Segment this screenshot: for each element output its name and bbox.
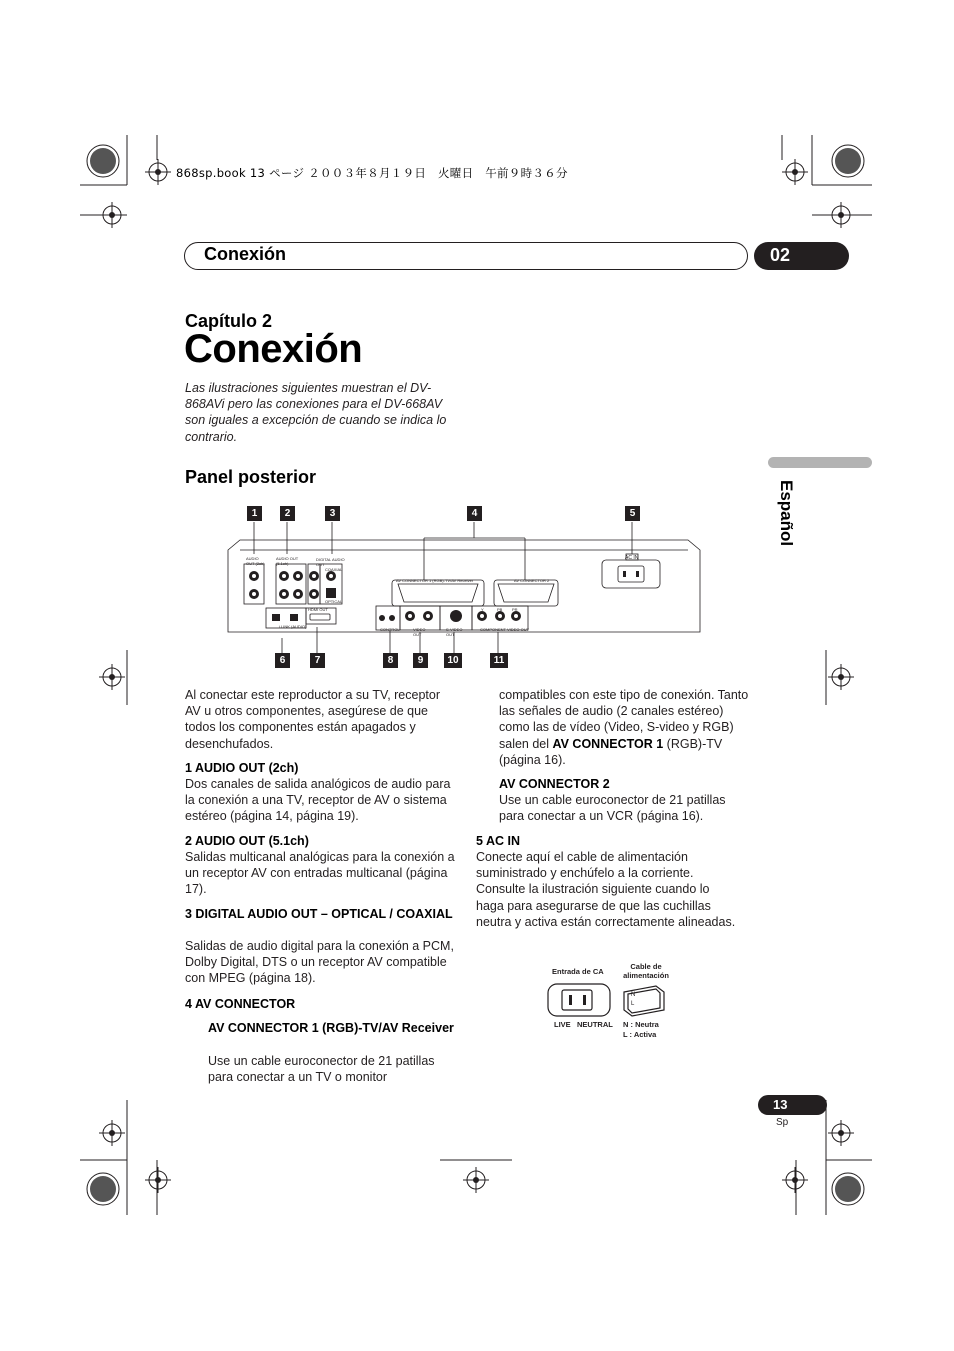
panel-label-coaxial: COAXIAL	[325, 567, 343, 572]
plug-l-label: L	[631, 1001, 635, 1007]
item3-heading: 3 DIGITAL AUDIO OUT – OPTICAL / COAXIAL	[185, 907, 453, 921]
rear-panel-diagram	[220, 520, 720, 660]
panel-label-control: CONTROL	[380, 627, 400, 632]
panel-label-audio-out-2ch: AUDIO OUT (2ch)	[246, 556, 265, 566]
av2-body: Use un cable euroconector de 21 patillas para conectar a un VCR (página 16).	[499, 793, 726, 824]
panel-label-hdmi-out: HDMI OUT	[308, 607, 328, 612]
chapter-pill	[754, 242, 849, 270]
callout-1: 1	[247, 506, 262, 521]
callout-9: 9	[413, 653, 428, 668]
panel-label-optical: OPTICAL	[325, 599, 343, 604]
item4-sub-body: Use un cable euroconector de 21 patillas para conectar a un TV o monitor	[208, 1054, 435, 1085]
item5-body: Conecte aquí el cable de alimentación suministrado y enchúfelo a la corriente. Consulte la ilustración siguiente cuando lo haga para asegurarse de que las cuchillas neutra y activa están correctamente alineadas.	[476, 850, 736, 929]
callout-4: 4	[467, 506, 482, 521]
intro-text: Las ilustraciones siguientes muestran el DV-868AVi pero las conexiones para el DV-668AV son iguales a excepción de cuando se indica lo contrario.	[185, 381, 447, 444]
item1-body: Dos canales de salida analógicos de audio para la conexión a una TV, receptor de AV o sistema estéreo (página 14, página 19).	[185, 777, 451, 824]
ac-l-note: L : Activa	[623, 1030, 657, 1039]
panel-label-component-video-out: COMPONENT VIDEO OUT	[480, 627, 530, 632]
item2-heading: 2 AUDIO OUT (5.1ch)	[185, 834, 309, 848]
panel-label-i-link: i.LINK (AUDIO)	[279, 624, 307, 629]
page-number: 13	[773, 1097, 788, 1112]
callout-10: 10	[444, 653, 462, 668]
panel-label-video-out: VIDEO OUT	[413, 627, 426, 637]
item5-heading: 5 AC IN	[476, 834, 520, 848]
chapter-label: Capítulo 2	[185, 311, 273, 331]
page-number-pill	[758, 1095, 827, 1115]
panel-label-s-video-out: S-VIDEO OUT	[446, 627, 463, 637]
print-info: 868sp.book 13 ページ ２００３年８月１９日 火曜日 午前９時３６分	[176, 166, 568, 180]
page-title: Conexión	[184, 327, 363, 371]
ac-inlet-diagram	[544, 980, 674, 1020]
av1-continued: compatibles con este tipo de conexión. Tanto las señales de audio (2 canales estéreo) como las de vídeo (Video, S-video y RGB) salen del AV CONNECTOR 1 (RGB)-TV (página 16).	[499, 688, 749, 767]
language-tab	[768, 457, 872, 468]
callout-5: 5	[625, 506, 640, 521]
callout-2: 2	[280, 506, 295, 521]
plug-n-label: N	[631, 992, 636, 998]
item2-body: Salidas multicanal analógicas para la conexión a un receptor AV con entradas multicanal (página 17).	[185, 850, 455, 897]
panel-label-ac-in: AC IN	[625, 555, 639, 561]
item4-heading: 4 AV CONNECTOR	[185, 997, 296, 1011]
panel-label-av-connector-2: AV CONNECTOR 2	[514, 578, 550, 583]
callout-6: 6	[275, 653, 290, 668]
item4-sub-heading: AV CONNECTOR 1 (RGB)-TV/AV Receiver	[208, 1021, 454, 1035]
callout-7: 7	[310, 653, 325, 668]
callout-3: 3	[325, 506, 340, 521]
panel-label-y: Y	[481, 607, 484, 612]
section-title: Panel posterior	[185, 467, 317, 487]
panel-label-digital-audio-out: DIGITAL AUDIO OUT	[316, 557, 345, 567]
panel-label-pb: PB	[497, 607, 503, 612]
item3-body: Salidas de audio digital para la conexión a PCM, Dolby Digital, DTS o un receptor AV compatible con MPEG (página 18).	[185, 939, 454, 986]
callout-11: 11	[490, 653, 508, 668]
header-title: Conexión	[204, 244, 287, 264]
connection-intro: Al conectar este reproductor a su TV, receptor AV u otros componentes, asegúrese de que todos los componentes están apagados y desenchufados.	[185, 688, 440, 751]
page-language: Sp	[776, 1117, 789, 1128]
ac-neutral-label: NEUTRAL	[577, 1020, 613, 1029]
ac-entrada-label: Entrada de CA	[552, 967, 604, 976]
panel-label-audio-out-51: AUDIO OUT (5.1ch)	[276, 556, 299, 566]
ac-live-label: LIVE	[554, 1020, 571, 1029]
av2-heading: AV CONNECTOR 2	[499, 777, 610, 791]
ac-n-note: N : Neutra	[623, 1020, 659, 1029]
callout-8: 8	[383, 653, 398, 668]
item1-heading: 1 AUDIO OUT (2ch)	[185, 761, 299, 775]
panel-label-pr: PR	[512, 607, 518, 612]
language-label: Español	[777, 480, 796, 547]
chapter-number: 02	[770, 245, 791, 265]
ac-cable-label: Cable de alimentación	[623, 962, 669, 980]
panel-label-av-connector-1: AV CONNECTOR 1 (RGB)-TV/AV Receiver	[396, 578, 474, 583]
